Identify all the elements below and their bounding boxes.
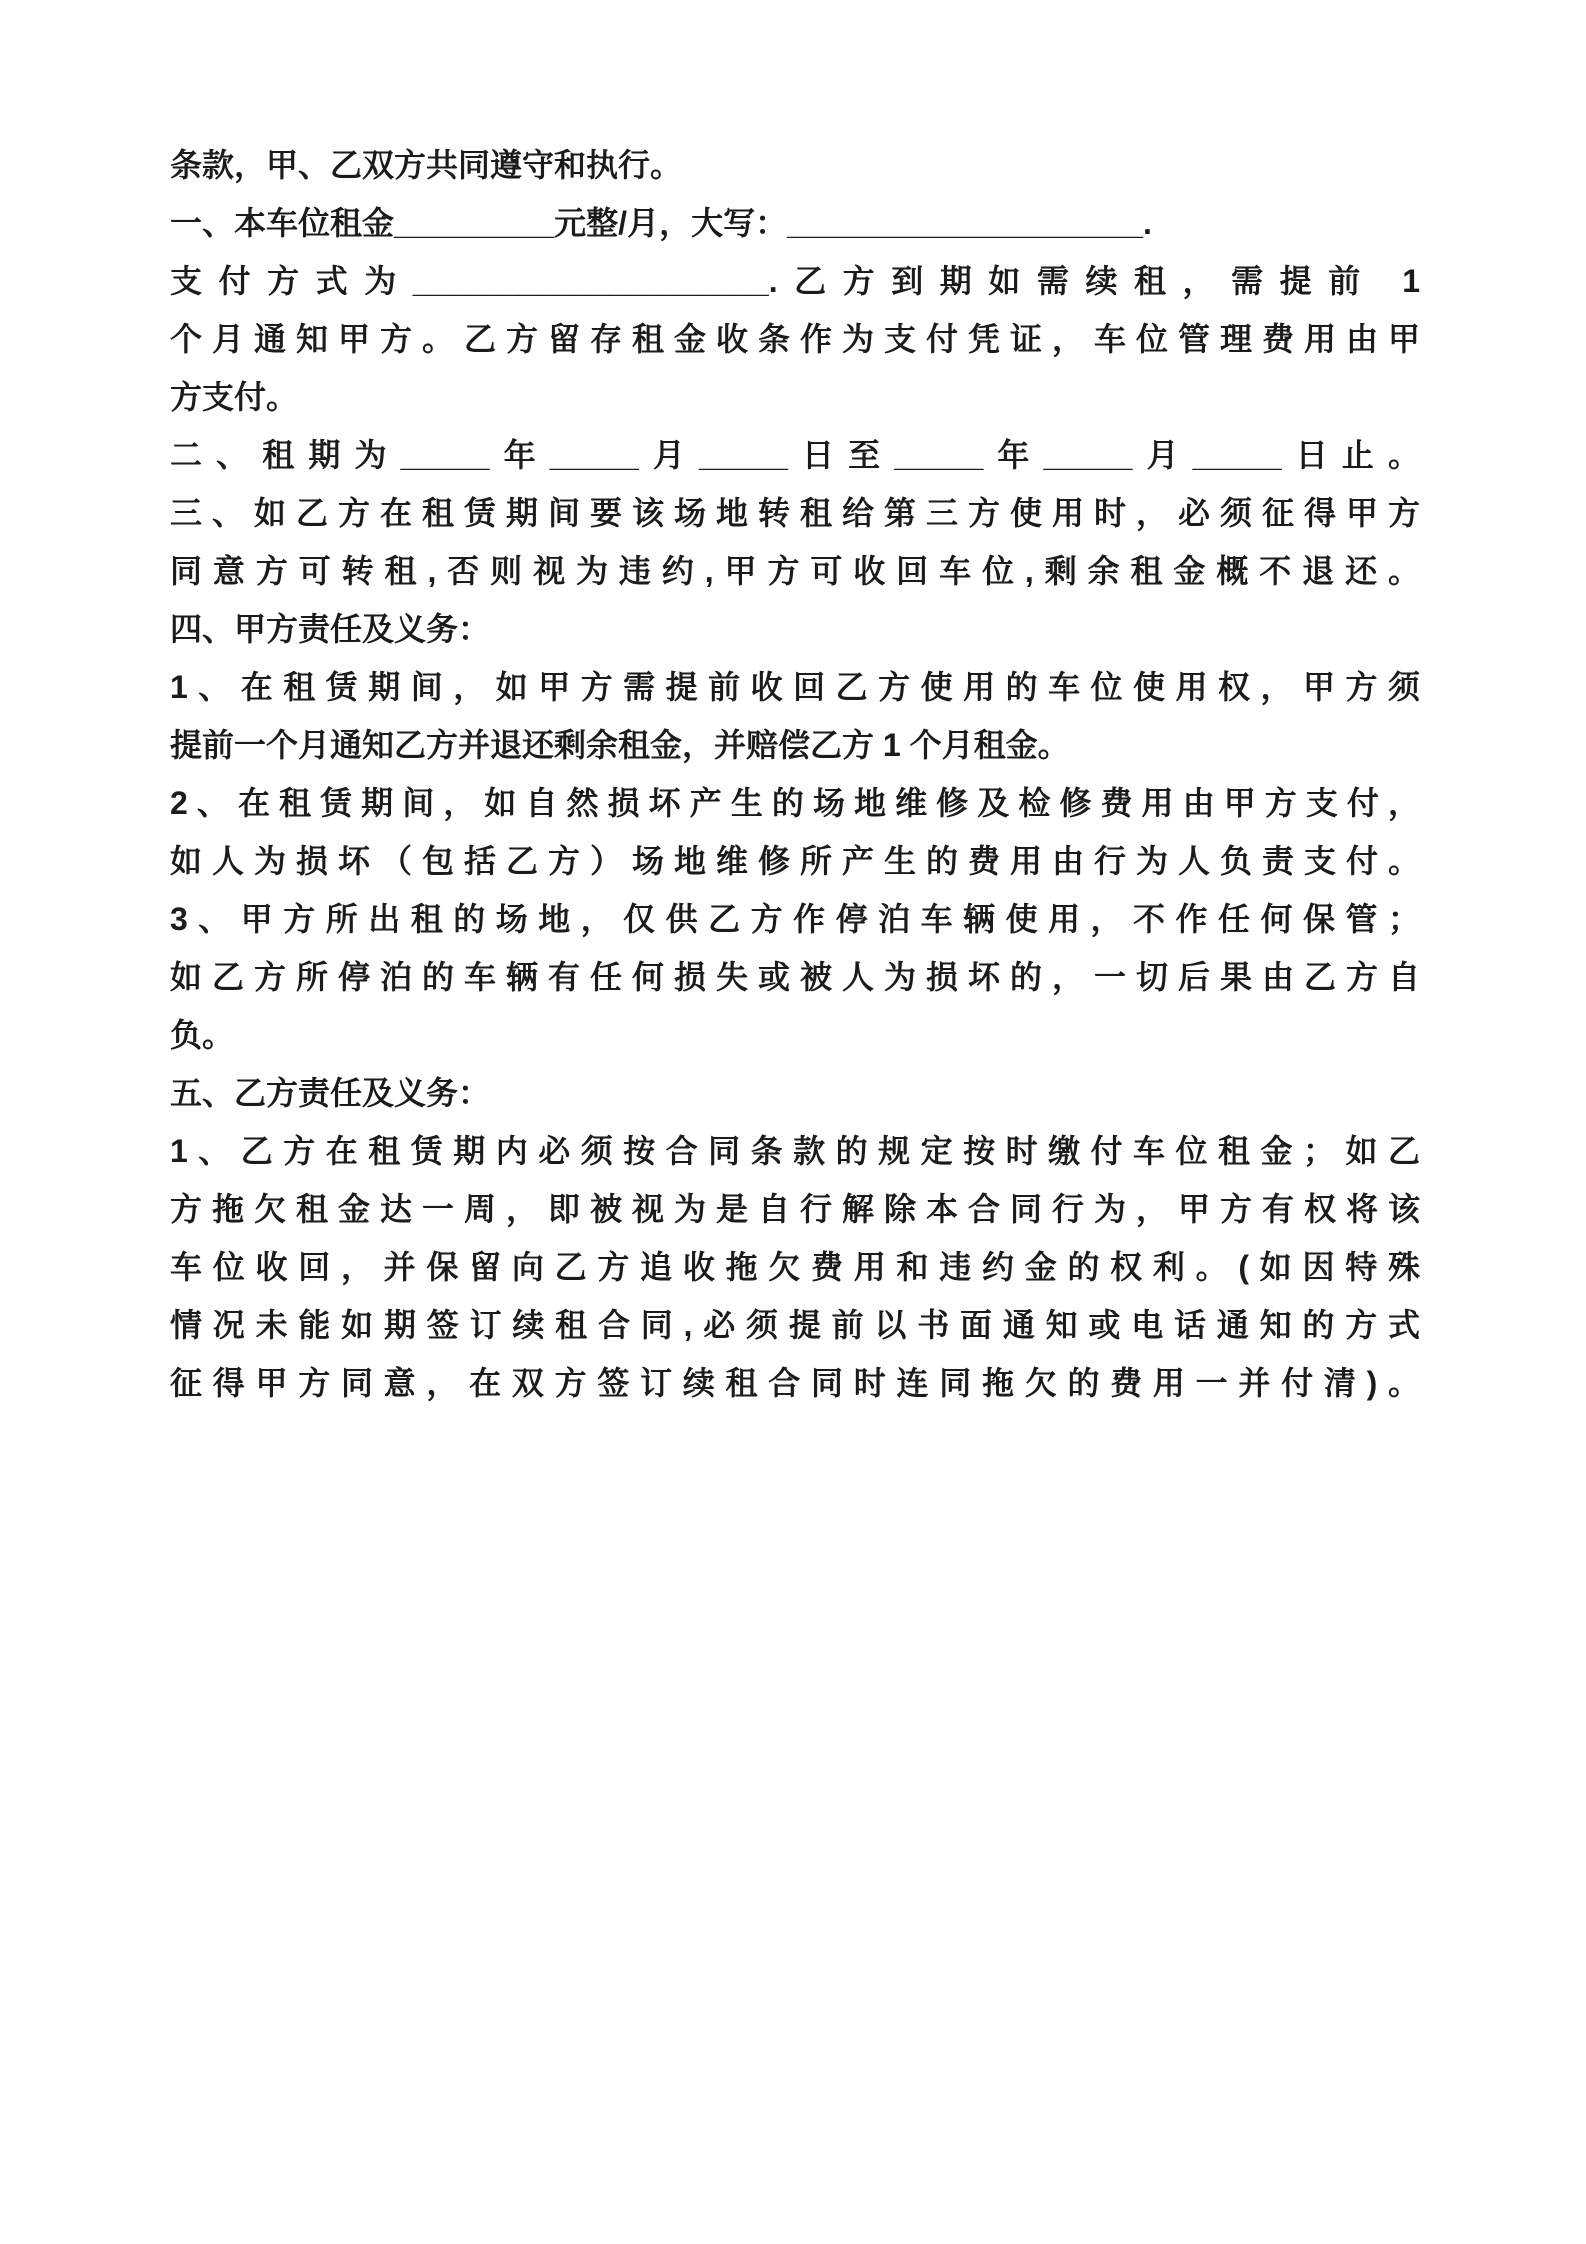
contract-line: 三、如乙方在租赁期间要该场地转租给第三方使用时，必须征得甲方 <box>170 495 1420 531</box>
contract-line: 二、租期为_____年_____月_____日至_____年_____月_____日止。 <box>170 437 1420 473</box>
contract-line: 支付方式为____________________.乙方到期如需续租，需提前 1 <box>170 263 1420 299</box>
contract-line: 同意方可转租,否则视为违约,甲方可收回车位,剩余租金概不退还。 <box>170 553 1420 589</box>
contract-line: 1、乙方在租赁期内必须按合同条款的规定按时缴付车位租金；如乙 <box>170 1133 1420 1169</box>
contract-line: 负。 <box>170 1017 235 1053</box>
contract-line: 车位收回，并保留向乙方追收拖欠费用和违约金的权利。(如因特殊 <box>170 1249 1420 1285</box>
contract-line: 如乙方所停泊的车辆有任何损失或被人为损坏的，一切后果由乙方自 <box>170 959 1420 995</box>
contract-line: 如人为损坏（包括乙方）场地维修所产生的费用由行为人负责支付。 <box>170 843 1420 879</box>
contract-line: 征得甲方同意，在双方签订续租合同时连同拖欠的费用一并付清)。 <box>170 1365 1420 1401</box>
contract-line: 情况未能如期签订续租合同,必须提前以书面通知或电话通知的方式 <box>170 1307 1420 1343</box>
contract-line: 方支付。 <box>170 379 299 415</box>
contract-line: 方拖欠租金达一周，即被视为是自行解除本合同行为，甲方有权将该 <box>170 1191 1420 1227</box>
contract-line: 3、甲方所出租的场地，仅供乙方作停泊车辆使用，不作任何保管； <box>170 901 1420 937</box>
contract-line: 1、在租赁期间，如甲方需提前收回乙方使用的车位使用权，甲方须 <box>170 669 1420 705</box>
contract-line: 一、本车位租金_________元整/月，大写：____________________. <box>170 205 1152 241</box>
contract-line: 条款，甲、乙双方共同遵守和执行。 <box>170 147 683 183</box>
contract-line: 五、乙方责任及义务： <box>170 1075 491 1111</box>
contract-line: 个月通知甲方。乙方留存租金收条作为支付凭证，车位管理费用由甲 <box>170 321 1420 357</box>
contract-line: 四、甲方责任及义务： <box>170 611 491 647</box>
contract-line: 提前一个月通知乙方并退还剩余租金，并赔偿乙方 1 个月租金。 <box>170 727 1070 763</box>
contract-line: 2、在租赁期间，如自然损坏产生的场地维修及检修费用由甲方支付， <box>170 785 1420 821</box>
contract-body <box>170 136 1420 1412</box>
